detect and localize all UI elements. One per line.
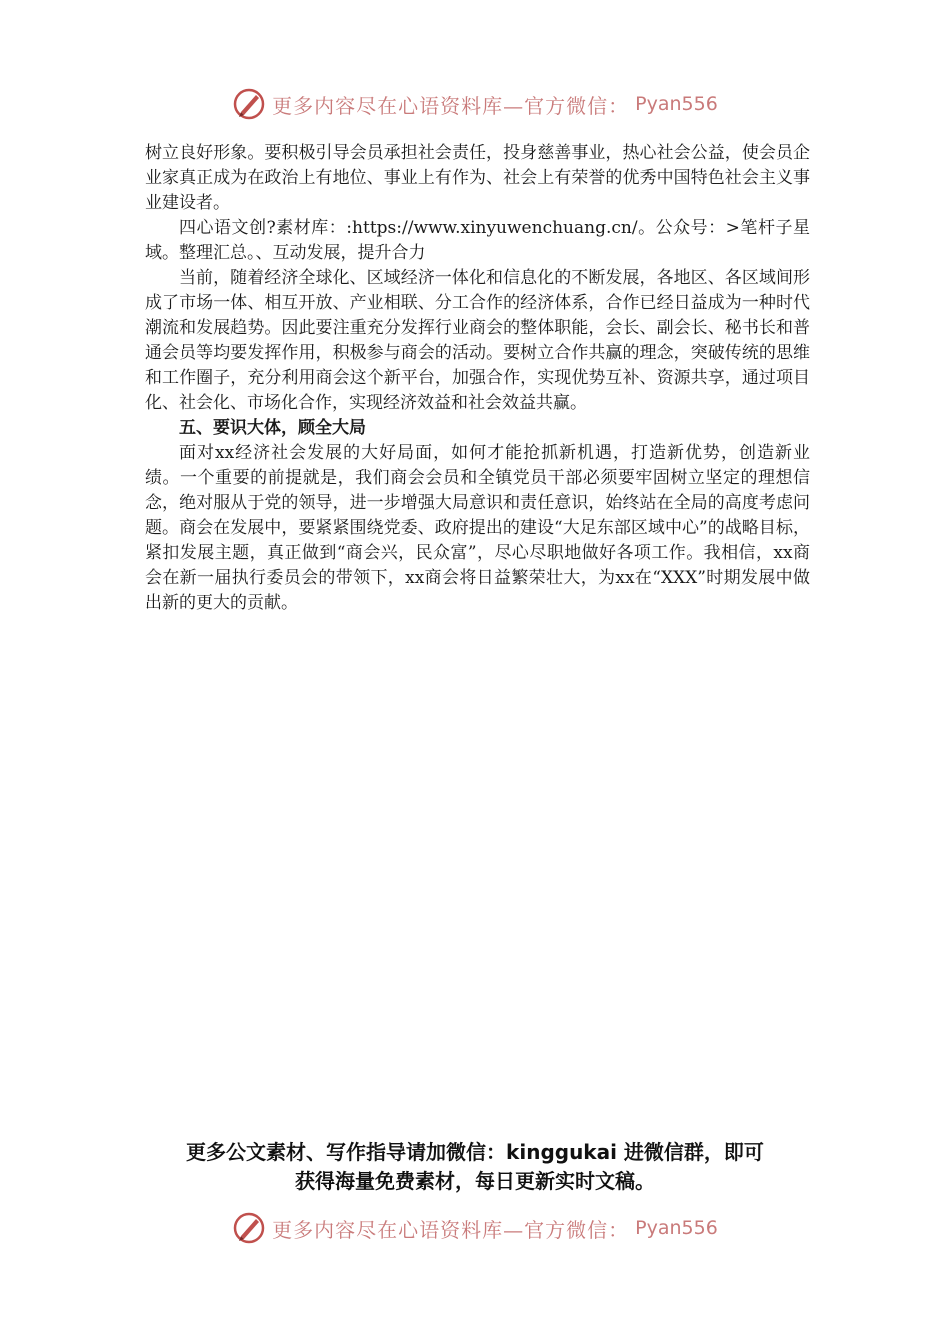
paragraph: 当前，随着经济全球化、区域经济一体化和信息化的不断发展，各地区、各区域间形成了市场一体、相互开放、产业相联、分工合作的经济体系，合作已经日益成为一种时代潮流和发展趋势。因此要注重充分发挥行业商会的整体职能，会长、副会长、秘书长和普通会员等均要发挥作用，积极参与商会的活动。要树立合作共赢的理念，突破传统的思维和工作圈子，充分利用商会这个新平台，加强合作，实现优势互补、资源共享，通过项目化、社会化、市场化合作，实现经济效益和社会效益共赢。 [145,268,810,413]
banner-text: 更多内容尽在心语资料库—官方微信： [272,93,630,118]
paragraph: 面对xx经济社会发展的大好局面，如何才能抢抓新机遇，打造新优势，创造新业绩。一个重要的前提就是，我们商会会员和全镇党员干部必须要牢固树立坚定的理想信念，绝对服从于党的领导，进一步增强大局意识和责任意识，始终站在全局的高度考虑问题。商会在发展中，要紧紧围绕党委、政府提出的建设“大足东部区域中心”的战略目标，紧扣发展主题，真正做到“商会兴，民众富”，尽心尽职地做好各项工作。我相信，xx商会在新一届执行委员会的带领下，xx商会将日益繁荣壮大，为xx在“XXX”时期发展中做出新的更大的贡献。 [145,443,810,613]
footer-line: 获得海量免费素材，每日更新实时文稿。 [295,1169,655,1193]
header-banner [0,84,950,124]
banner-wechat-id: Pyan556 [635,1217,718,1239]
paragraph: 树立良好形象。要积极引导会员承担社会责任，投身慈善事业，热心社会公益，使会员企业家真正成为在政治上有地位、事业上有作为、社会上有荣誉的优秀中国特色社会主义事业建设者。 [145,143,810,213]
pen-logo-icon [232,87,266,121]
footer-banner [0,1208,950,1248]
paragraph: 四心语文创?素材库：:https://www.xinyuwenchuang.cn/。公众号：>笔杆子星域。整理汇总。、互动发展，提升合力 [145,218,810,263]
document-body [145,141,810,616]
pen-logo-icon [232,1211,266,1245]
footer-note [0,1138,950,1196]
section-heading: 五、要识大体，顾全大局 [179,418,366,438]
footer-line: 更多公文素材、写作指导请加微信：kinggukai 进微信群，即可 [186,1140,764,1164]
banner-text: 更多内容尽在心语资料库—官方微信： [272,1217,630,1242]
banner-wechat-id: Pyan556 [635,93,718,115]
